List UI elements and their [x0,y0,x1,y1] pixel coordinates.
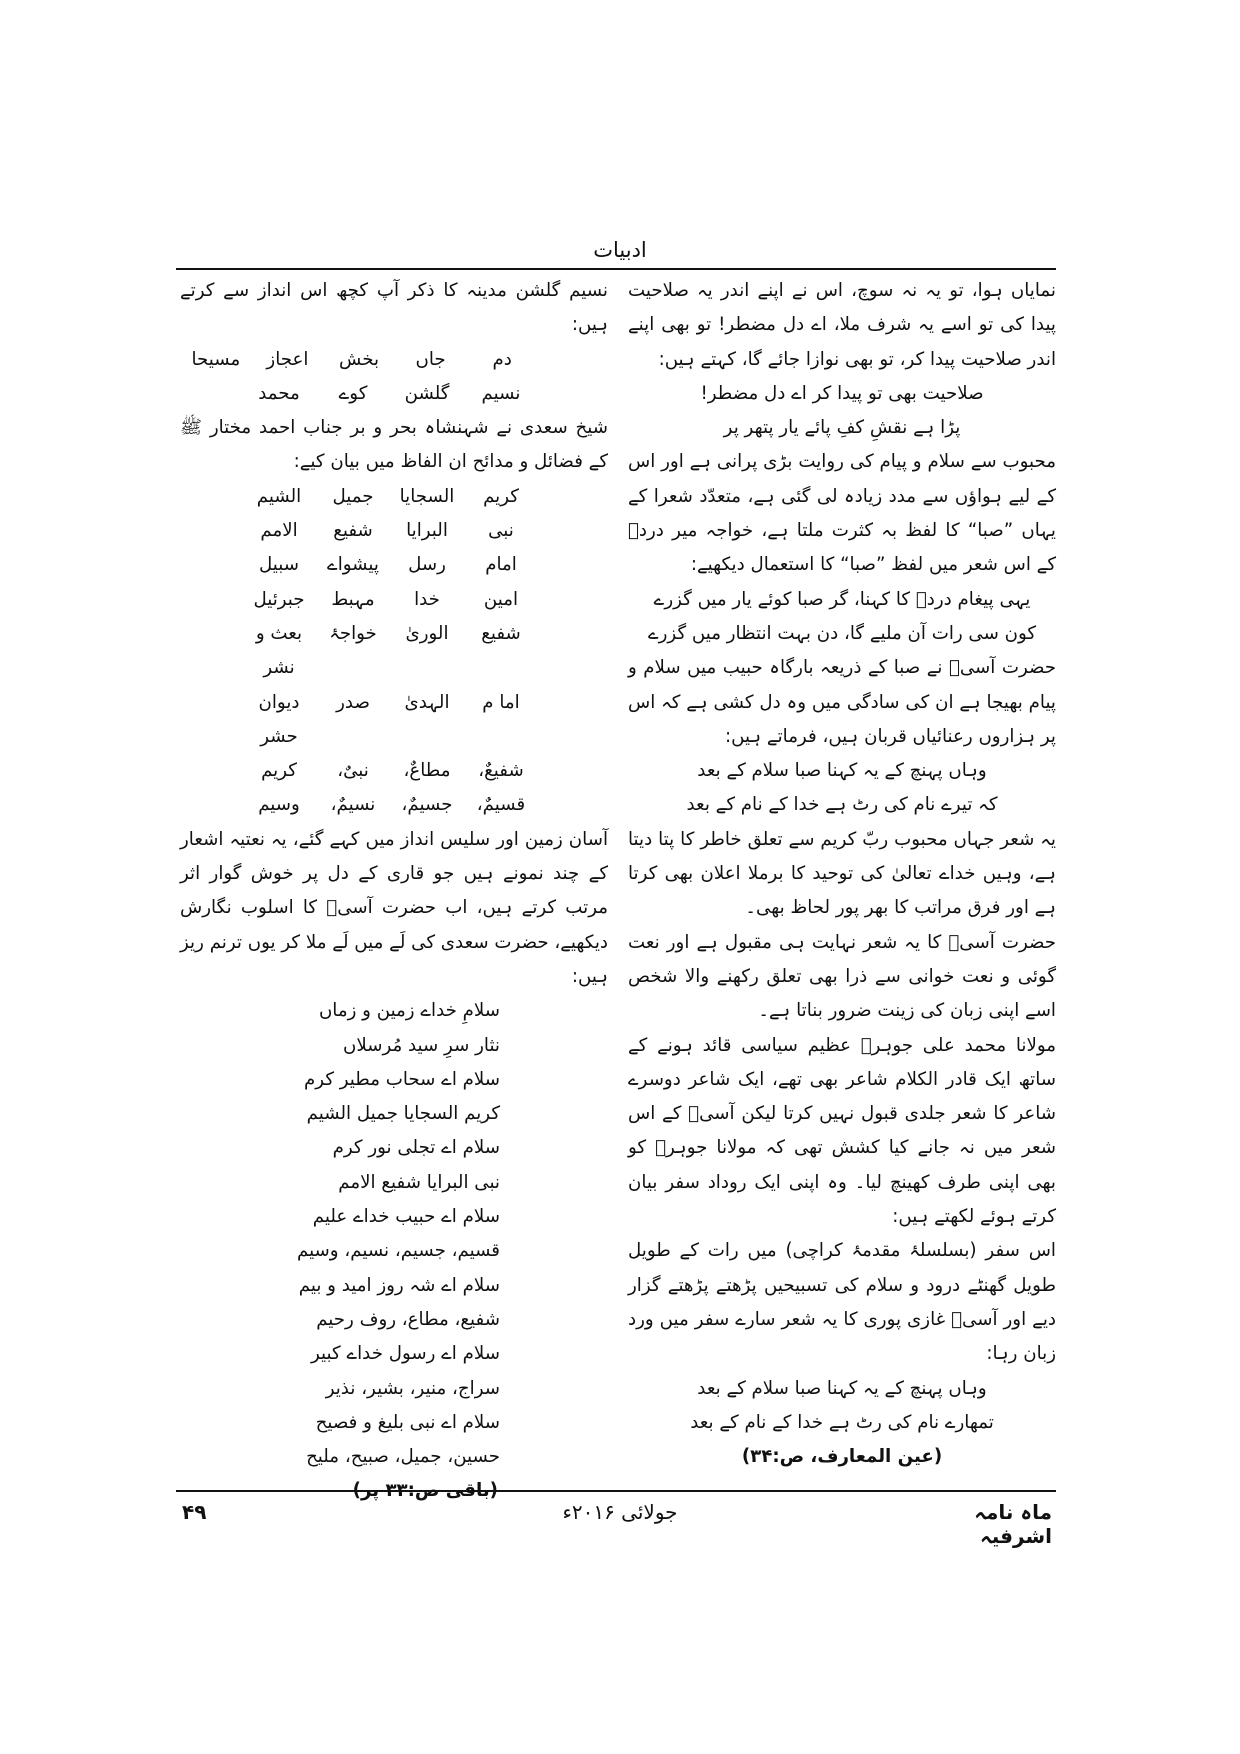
salam-line: سلام اے نبی بلیغ و فصیح [315,1411,500,1433]
verse-grid-row [180,343,608,377]
salam-line: نثار سرِ سید مُرسلاں [343,1034,500,1056]
section-title: ادبیات [593,238,647,262]
paragraph: اس سفر (بسلسلۂ مقدمۂ کراچی) میں رات کے طویل طویل گھنٹے درود و سلام کی تسبیحیں پڑھتے پڑھتے گزار دیے اور آسیؔ غازی پوری کا یہ شعر سارے سفر میں ورد زبان رہا: [628,1240,1056,1365]
verse-grid-row [180,788,608,822]
verse-word: الوریٰ [405,622,449,644]
verse-line: پڑا ہے نقشِ کفِ پائے یار پتھر پر [723,417,961,439]
salam-line: سلام اے تجلی نور کرم [332,1137,500,1159]
verse-word: جسیمٌ، [401,794,453,816]
verse-word: خواجۂ [329,622,377,644]
verse-word: نسیم [481,382,521,404]
salam-line: سلام اے حبیب خداے علیم [312,1206,500,1228]
verse-line: کون سی رات آن ملیے گا، دن بہت انتظار میں گزرے [647,622,1037,644]
paragraph: نمایاں ہوا، تو یہ نہ سوچ، اس نے اپنے اندر یہ صلاحیت پیدا کی تو اسے یہ شرف ملا، اے دل مضطر! تو بھی اپنے اندر صلاحیت پیدا کر، تو بھی نوازا جائے گا، کہتے ہیں: [628,280,1056,370]
paragraph: مولانا محمد علی جوہرؔ عظیم سیاسی قائد ہونے کے ساتھ ایک قادر الکلام شاعر بھی تھے، ایک شاعر دوسرے شاعر کا شعر جلدی قبول نہیں کرتا لیکن آسیؔ کے اس شعر میں نہ جانے کیا کشش تھی کہ مولانا جوہرؔ کو بھی اپنی طرف کھینچ لیا۔ وہ اپنی ایک روداد سفر بیان کرتے ہوئے لکھتے ہیں: [628,1034,1056,1228]
verse-line: یہی پیغام دردؔ کا کہنا، گر صبا کوئے یار میں گزرے [653,588,1031,610]
paragraph: حضرت آسیؔ کا یہ شعر نہایت ہی مقبول ہے اور نعت گوئی و نعت خوانی سے ذرا بھی تعلق رکھنے والا شخص اسے اپنی زبان کی زینت ضرور بناتا ہے۔ [628,931,1056,1022]
verse-word: محمد [258,382,300,404]
verse-word: شفیع [481,622,521,644]
salam-line: سلام اے رسول خداے کبیر [311,1343,500,1365]
verse-grid-row [180,617,608,686]
footer-rule [176,1490,1056,1492]
verse-word: بخش [339,348,380,370]
verse-grid-row [180,754,608,788]
verse-word: الہدیٰ [404,691,450,713]
verse-word: نبیٌ، [337,760,369,782]
verse-word: نبی [488,520,514,542]
verse-word: جاں [415,348,446,370]
verse-word: اما م [482,691,520,713]
salam-line: حسین، جمیل، صبیح، ملیح [306,1446,500,1468]
verse-word: دم [492,348,512,370]
paragraph: محبوب سے سلام و پیام کی روایت بڑی پرانی ہے اور اس کے لیے ہواؤں سے مدد زیادہ لی گئی ہے، متعدّد شعرا کے یہاں ”صبا“ کا لفظ بہ کثرت ملتا ہے، خواجہ میر دردؔ کے اس شعر میں لفظ ”صبا“ کا استعمال دیکھیے: [628,451,1056,576]
verse-word: البرایا [406,520,448,542]
verse-word: الامم [260,520,298,542]
verse-word: قسیمٌ، [476,794,526,816]
page-number: ۴۹ [182,1500,207,1524]
verse-word: دیوان حشر [258,691,300,747]
verse-word: الشیم [256,485,302,507]
paragraph: شیخ سعدی نے شہنشاہ بحر و بر جناب احمد مختار ﷺ کے فضائل و مدائح ان الفاظ میں بیان کیے: [180,417,608,473]
salam-line: نبی البرایا شفیع الامم [338,1171,500,1193]
salam-line: کریم السجایا جمیل الشیم [306,1103,500,1125]
right-column [628,274,1056,1479]
verse-word: شفیع [333,520,373,542]
verse-grid-row [180,480,608,514]
verse-grid-row [180,514,608,548]
left-column [180,274,608,1502]
verse-word: جمیل [332,485,374,507]
verse-word: السجایا [399,485,455,507]
verse-grid-row [180,548,608,582]
source-reference: (عین المعارف، ص:۳۴) [741,1446,943,1468]
verse-word: شفیعٌ، [478,760,524,782]
verse-word: امام [485,554,517,576]
verse-word: مطاعٌ، [403,760,451,782]
salam-line: سلام اے سحاب مطیر کرم [304,1068,500,1090]
header-rule [176,268,1056,270]
salam-line: سراج، منیر، بشیر، نذیر [325,1377,500,1399]
verse-word: خدا [414,588,440,610]
salam-line: شفیع، مطاع، روف رحیم [316,1308,500,1330]
verse-line: وہاں پہنچ کے یہ کہنا صبا سلام کے بعد [697,1377,987,1399]
paragraph: آسان زمین اور سلیس انداز میں کہے گئے، یہ نعتیہ اشعار کے چند نمونے ہیں جو قاری کے دل پر خوش گوار اثر مرتب کرتے ہیں، اب حضرت آسیؔ کا اسلوب نگارش دیکھیے، حضرت سعدی کی لَے میں لَے ملا کر یوں ترنم ریز ہیں: [180,828,608,987]
verse-word: وسیم [258,794,300,816]
verse-line: صلاحیت بھی تو پیدا کر اے دل مضطر! [700,382,984,404]
verse-grid-row [180,377,608,411]
issue-date: جولائی ۲۰۱۶ء [562,1500,678,1524]
continued-note: (باقی ص:۳۳ پر) [352,1480,498,1502]
verse-word: کوے [338,382,368,404]
verse-word: گلشن [404,382,450,404]
salam-line: قسیم، جسیم، نسیم، وسیم [296,1240,500,1262]
verse-word: مسیحا [191,348,241,370]
verse-line: کہ تیرے نام کی رٹ ہے خدا کے نام کے بعد [686,794,998,816]
verse-word: رسل [408,554,446,576]
verse-word: مہبط [331,588,375,610]
verse-word: کریم [483,485,519,507]
verse-word: جبرئیل [253,588,305,610]
verse-word: اعجاز [266,348,309,370]
paragraph: یہ شعر جہاں محبوب ربّ کریم سے تعلق خاطر کا پتا دیتا ہے، وہیں خداے تعالیٰ کی توحید کا برملا اعلان بھی کرتا ہے اور فرق مراتب کا بھر پور لحاظ بھی۔ [628,828,1056,919]
verse-line: وہاں پہنچ کے یہ کہنا صبا سلام کے بعد [697,760,987,782]
verse-word: امین [483,588,519,610]
verse-word: سبیل [259,554,299,576]
verse-word: نسیمٌ، [330,794,376,816]
paragraph: نسیم گلشن مدینہ کا ذکر آپ کچھ اس انداز سے کرتے ہیں: [180,280,608,336]
verse-word: کریم [261,760,297,782]
verse-word: صدر [336,691,370,713]
magazine-name: ماہ نامہ اشرفیہ [974,1500,1052,1548]
salam-line: سلامِ خداے زمین و زماں [318,1000,500,1022]
verse-grid-row [180,686,608,755]
verse-word: بعث و نشر [255,622,303,679]
verse-grid-row [180,583,608,617]
salam-line: سلام اے شہ روز امید و بیم [298,1274,500,1296]
verse-word: پیشواے [327,554,379,576]
paragraph: حضرت آسیؔ نے صبا کے ذریعہ بارگاہ حبیب میں سلام و پیام بھیجا ہے ان کی سادگی میں وہ دل کشی ہے کہ اس پر ہزاروں رعنائیاں قربان ہیں، فرماتے ہیں: [628,657,1056,747]
verse-line: تمھارے نام کی رٹ ہے خدا کے نام کے بعد [690,1411,994,1433]
